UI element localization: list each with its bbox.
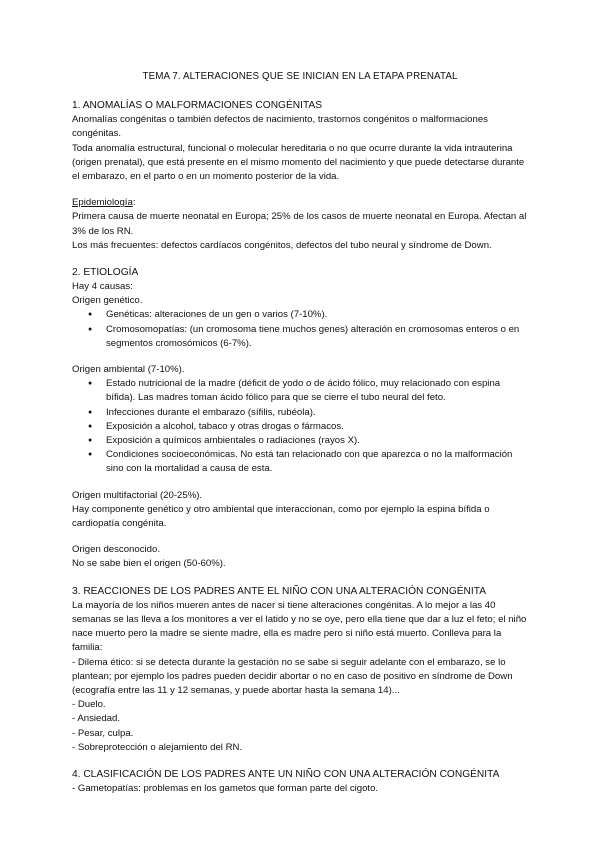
document-title: TEMA 7. ALTERACIONES QUE SE INICIAN EN LA ETAPA PRENATAL (142, 71, 458, 82)
section-1-paragraph-1: Anomalías congénitas o también defectos de nacimiento, trastornos congénitos o malformaciones congénitas. (72, 114, 488, 140)
unknown-origin-label: Origen desconocido. (72, 544, 160, 556)
list-item: ● Genéticas: alteraciones de un gen o varios (7-10%). (80, 308, 528, 322)
section-3-line: - Dilema ético: si se detecta durante la gestación no se sabe si seguir adelante con el embarazo, se lo plantean; por ejemplo los padres pueden decidir abortar o no en caso de positivo en síndrome de Down (ecografía entre las 11 y 12 semanas, y puede abortar hasta la semana 14)... (72, 656, 513, 696)
section-1-paragraph-2: Toda anomalía estructural, funcional o molecular hereditaria o no que ocurre durante la vida intrauterina (origen prenatal), que está presente en el mismo momento del nacimiento y que puede detectarse durante el embarazo, en el parto o en un momento posterior de la vida. (72, 142, 525, 183)
environmental-origin-list (72, 377, 528, 476)
section-3-line: - Pesar, culpa. (72, 727, 134, 739)
multifactorial-origin-text: Hay componente genético y otro ambiental que interaccionan, como por ejemplo la espina bífida o cardiopatía congénita. (72, 503, 490, 530)
list-item: ● Estado nutricional de la madre (déficit de yodo o de ácido fólico, muy relacionado con espina bífida). Las madres toman ácido fólico para que se cierre el tubo neural del feto. (80, 377, 528, 405)
epidemiology-label: Epidemiología (72, 197, 133, 209)
section-4-line: - Gametopatías: problemas en los gametos que forman parte del cigoto. (72, 782, 379, 794)
list-item: ● Infecciones durante el embarazo (sífilis, rubéola). (80, 406, 528, 420)
unknown-origin-text: No se sabe bien el origen (50-60%). (72, 558, 226, 570)
section-3-line: - Sobreprotección o alejamiento del RN. (72, 741, 243, 753)
epidemiology-paragraph-2: Los más frecuentes: defectos cardíacos congénitos, defectos del tubo neural y síndrome de Down. (72, 239, 492, 251)
genetic-origin-list (72, 308, 528, 351)
section-3-line: - Duelo. (72, 699, 106, 711)
section-2-intro: Hay 4 causas: (72, 281, 133, 293)
epidemiology-heading (72, 196, 528, 210)
section-4-heading: 4. CLASIFICACIÓN DE LOS PADRES ANTE UN NIÑO CON UNA ALTERACIÓN CONGÉNITA (72, 768, 500, 780)
epidemiology-paragraph-1: Primera causa de muerte neonatal en Europa; 25% de los casos de muerte neonatal en Europa. Afectan al 3% de los RN. (72, 211, 527, 237)
section-3-paragraph: La mayoría de los niños mueren antes de nacer si tiene alteraciones congénitas. A lo mejor a las 40 semanas se las lleva a los monitores a ver el latido y no se oye, pero ella tiene que dar a luz el feto; el niño nace muerto pero la madre se siente madre, ella es madre pero si niño está muerto. Conlleva para la familia: (72, 599, 527, 654)
genetic-origin-label: Origen genético. (72, 295, 143, 307)
section-3-line: - Ansiedad. (72, 713, 121, 725)
section-1-heading: 1. ANOMALÍAS O MALFORMACIONES CONGÉNITAS (72, 100, 323, 112)
list-item: ● Cromosomopatías: (un cromosoma tiene muchos genes) alteración en cromosomas enteros o en segmentos cromosómicos (6-7%). (80, 323, 528, 351)
list-item: ● Exposición a químicos ambientales o radiaciones (rayos X). (80, 434, 528, 448)
section-3-heading: 3. REACCIONES DE LOS PADRES ANTE EL NIÑO CON UNA ALTERACIÓN CONGÉNITA (72, 585, 486, 597)
multifactorial-origin-label: Origen multifactorial (20-25%). (72, 489, 203, 501)
list-item: ● Condiciones socioeconómicas. No está tan relacionado con que aparezca o no la malformación sino con la mortalidad a causa de esta. (80, 448, 528, 476)
list-item: ● Exposición a alcohol, tabaco y otras drogas o fármacos. (80, 420, 528, 434)
epidemiology-colon: : (132, 197, 136, 209)
environmental-origin-label: Origen ambiental (7-10%). (72, 364, 185, 376)
section-2-heading: 2. ETIOLOGÍA (72, 267, 139, 279)
